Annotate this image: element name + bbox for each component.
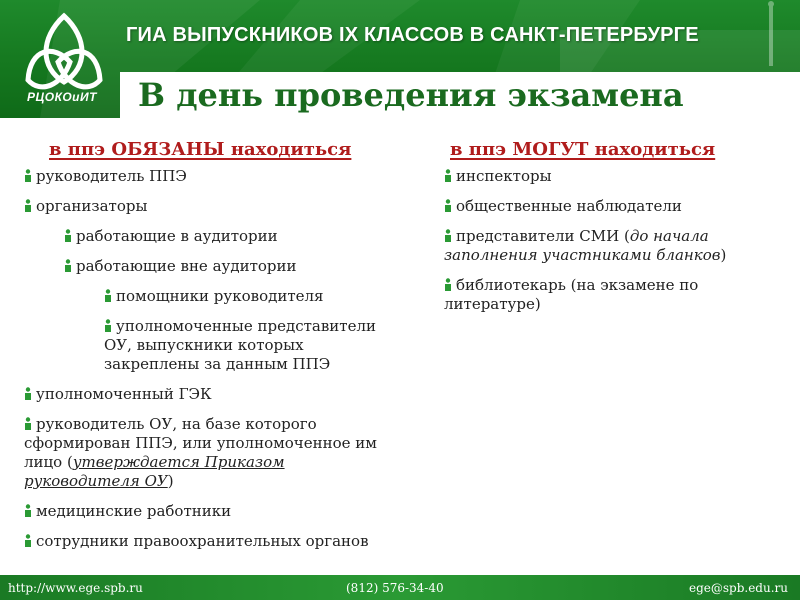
- person-bullet-icon: [104, 289, 112, 302]
- list-item: организаторы: [24, 197, 394, 216]
- footer-email[interactable]: ege@spb.edu.ru: [688, 581, 788, 595]
- list-item: руководитель ОУ, на базе которого сформирован ППЭ, или уполномоченное им лицо (утверждается Приказом руководителя ОУ): [24, 415, 377, 490]
- footer-phone: (812) 576-34-40: [346, 581, 444, 595]
- person-bullet-icon: [24, 199, 32, 212]
- left-column: [24, 140, 394, 562]
- list-item: помощники руководителя: [24, 287, 394, 306]
- brand-name: РЦОКОиИТ: [27, 90, 97, 104]
- person-bullet-icon: [444, 229, 452, 242]
- person-bullet-icon: [64, 259, 72, 272]
- order-reference: утверждается Приказом руководителя ОУ: [24, 453, 285, 490]
- top-title: ГИА ВЫПУСКНИКОВ IX КЛАССОВ В САНКТ-ПЕТЕРБУРГЕ: [126, 24, 699, 46]
- person-bullet-icon: [24, 417, 32, 430]
- person-bullet-icon: [444, 199, 452, 212]
- person-bullet-icon: [24, 504, 32, 517]
- person-bullet-icon: [104, 319, 112, 332]
- list-item: работающие вне аудитории: [24, 257, 394, 276]
- list-item: уполномоченные представители ОУ, выпускники которых закреплены за данным ППЭ: [104, 317, 376, 373]
- person-bullet-icon: [444, 278, 452, 291]
- footer-bar: [0, 575, 800, 600]
- media-note: до начала заполнения участниками бланков: [444, 227, 721, 264]
- list-item: работающие в аудитории: [24, 227, 394, 246]
- page-title: В день проведения экзамена: [138, 76, 684, 114]
- person-bullet-icon: [64, 229, 72, 242]
- person-bullet-icon: [24, 534, 32, 547]
- person-bullet-icon: [24, 387, 32, 400]
- right-column: [444, 140, 744, 325]
- right-heading: в ппэ МОГУТ находиться: [450, 139, 716, 160]
- person-bullet-icon: [24, 169, 32, 182]
- list-item: инспекторы: [444, 167, 744, 186]
- list-item: представители СМИ (до начала заполнения участниками бланков): [444, 227, 727, 264]
- list-item: библиотекарь (на экзамене по литературе): [444, 276, 699, 313]
- person-bullet-icon: [444, 169, 452, 182]
- list-item: сотрудники правоохранительных органов: [24, 532, 394, 551]
- column-silhouette-icon: [762, 0, 780, 70]
- list-item: медицинские работники: [24, 502, 394, 521]
- list-item: руководитель ППЭ: [24, 167, 394, 186]
- list-item: уполномоченный ГЭК: [24, 385, 394, 404]
- left-heading: в ппэ ОБЯЗАНЫ находиться: [49, 139, 352, 160]
- footer-url[interactable]: http://www.ege.spb.ru: [8, 581, 143, 595]
- list-item: общественные наблюдатели: [444, 197, 744, 216]
